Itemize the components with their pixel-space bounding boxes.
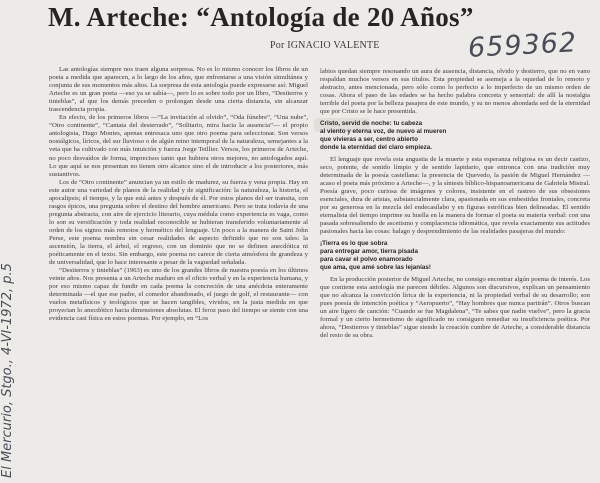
verse-line: que vivieras a ser, centro abierto <box>320 136 418 144</box>
paragraph: Las antologías siempre nos traen alguna sorpresa. No es lo mismo conocer los libros de un poeta a medida que aparecen, a lo largo de los años, que enfrentarse a una visión simultánea y conjunta de sus momentos más altos. La sorpresa de esta antología puede expresarse así: Miguel Arteche es un gran poeta —eso ya se sabía—, pero lo es sobre todo por un libro, “Destierros y tinieblas”, al que los demás preceden o prolongan desde una cierta distancia, sin alcanzar trascendencia propia. <box>49 66 308 114</box>
paragraph: El lenguaje que revela esta angustia de la muerte y esta esperanza religiosa es un decir castizo, seco, potente, de sonido límpio y de sentido lapidario, que entronca con una tradición muy determinada de la poesía castellana: la presencia de Quevedo, la pasión de Miguel Hernández —acaso el poeta más próximo a Arteche—, y la síntesis bíblico-hispanoamericana de Gabriela Mistral. Poesía grave, poco curiosa de imágenes y colores, insistente en el rastreo de sus obsesiones esenciales, dura de aristas, substancialmente clara, apasionada en sus embestidas frontales, concreta por su generosa en la mezcla del endecasílabo y en figuras estróficas bien delineadas. El sentido eternalista del tiempo imprime su huella en la manera de formar el poeta su materia verbal: con una pasada sobresaliendo de ascetismo y complacencia idiomática, que revela exactamente sus actitudes pasionales hacia las cosas: halago y desprendimiento de las realidades pasajeras del mundo: <box>320 155 590 236</box>
verse-line: para cavar el polvo enamorado <box>320 256 413 264</box>
verse-line: Cristo, servid de noche: tu cabeza <box>320 120 423 128</box>
verse-quote <box>320 120 590 152</box>
verse-quote <box>320 240 590 272</box>
paragraph: “Destierros y tinieblas” (1963) es uno de los grandes libros de nuestra poesía en los últimos veinte años. Nos presenta a un Arteche maduro en el oficio verbal y en la experiencia humana, y por eso mismo capaz de fundir en cada poema la concreción de una anécdota enteramente determinada —el que ese padre, el comedor abandonado, el juego de golf, el restaurante— con vuelos metafísicos y teológicos que se hacen tangibles, vividos, en la justa medida en que proyectan lo anecdótico hacia dimensiones absolutas. El feroz paso del tiempo se siente con una evidencia casi física en estos poemas. Por ejemplo, en “Los <box>49 267 308 323</box>
article-title: M. Arteche: “Antología de 20 Años” <box>48 2 474 32</box>
verse-line: para entregar amor, tierra pisada <box>320 248 418 256</box>
verse-line: donde la eternidad del claro empieza. <box>320 144 432 151</box>
paragraph: En la producción posterior de Miguel Arteche, no consigo encontrar algún poema de interés. Los que contiene esta antología me parecen débiles. Algunos son discursivos, explican un pensamiento que no alcanza la convicción lírica de la experiencia, ni la propiedad verbal de su desarrollo; son pues poesía de intención poética y “Aeropuerto”, “Hay hombres que nunca partirán”. Otros buscan un aire ligero de canción: “Cuando se fue Magdalena”, “Te sabes que nadie vuelve”, pero la gracia formal y un cierto hermetismo de significado no consiguen remediar su insuficiencia poética. Por ahora, “Destierros y tinieblas” sigue siendo la creación cumbre de Arteche, a considerable distancia del resto de su obra. <box>320 276 590 340</box>
verse-line: que ama, que amé sobre las lejanías! <box>320 264 431 272</box>
handwritten-margin-note: El Mercurio, Stgo., 4-VI-1972, p.5 <box>0 263 15 478</box>
verse-line: al viento y eterna voz, de nuevo al mueren <box>320 128 447 136</box>
verse-line: ¡Tierra es lo que sobra <box>320 240 388 248</box>
handwritten-catalog-number: 659362 <box>467 27 578 64</box>
paragraph: En efecto, de los primeros libros —“La invitación al olvido”, “Oda fúnebre”, “Una nube”, “Otro continente”, “Cantata del desterrado”, “Solitario, mira hacia la ausencia”— el propio antologista, Hugo Montes, apenas entresaca uno que otro poema para seleccionar. Son versos nostálgicos, líricos, del sur lluvioso o de algún reino intemporal de la naturaleza, semejantes a la veta que ha cultivado con más intuición y fuerza Jorge Teillier. Versos, los primeros de Arteche, no poco desvaídos de forma, imprecisos tanto que hubiera otros mejores, no antologados aquí. Lo que aquí se nos presentan no tienen otro alcance sino el de introducir a los posteriores, más sustantivos. <box>49 114 308 178</box>
byline: Por IGNACIO VALENTE <box>270 40 380 51</box>
right-column <box>320 68 590 481</box>
left-column <box>49 66 308 481</box>
paragraph: Los de “Otro continente” anuncian ya un estilo de madurez, su fuerza y vena propia. Hay en este autor una variedad de planos de la realidad y de significación: la naturaleza, la historia, el apocalipsis; el tiempo, y la que está antes y después de él. Por estos planos del ser transita, con rasgos épicos, una pregunta sobre el destino del hombre americano. Pero se trata todavía de una pregunta abstracta, con aire de ejercicio literario, cuya médula como experiencia es vaga, como lo son su versificación y toda realidad reconocible se hubieran transferido voluntariamente al orden de los signos más remotos y hermético del lenguaje. Un poco a la manera de Saint John Perse, este poema nombra sin cesar realidades de aspecto definido que no son tales: la ascensión, la tierra, el árbol, el regreso, con un dominio que no se definen anecdótica ni poéticamente en el texto. Sin embargo, este poema no carece de cierta atmósfera de grandeza y de universalidad, que lo hace interesante a pesar de la vaguedad señalada. <box>49 178 308 267</box>
paragraph: labios quedan siempre resonando un aura de ausencia, distancia, olvido y destierro, que no en vano respaldan muchos versos en sus títulos. Esta propiedad se asemeja a la oquedad de lo remoto y abstracto, antes mencionada, pero sólo como lo perfecto a lo imperfecto de un mismo orden de cosas. Ahora el paso de las edades se ha hecho palabra concreta y sensorial: de allí la nostalgia terrible del poeta por la belleza pasajera de este mundo, y su no menos ahondada sed de la eternidad que por Cristo se le hace presentida. <box>320 68 590 116</box>
